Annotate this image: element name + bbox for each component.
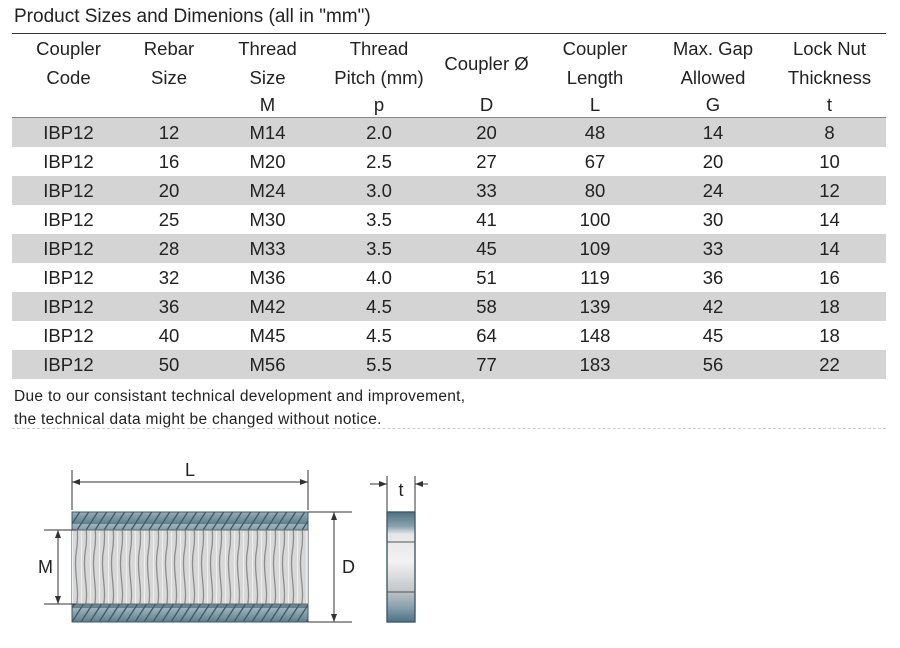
cell-rebar-size: 25 (158, 209, 180, 230)
header-coupler-code: Coupler Code (36, 38, 101, 88)
cell-coupler-length: 139 (537, 292, 653, 321)
section-divider (12, 428, 886, 429)
header-coupler-length: Coupler Length (562, 38, 628, 88)
cell-coupler-code: IBP12 (12, 292, 125, 321)
cell-coupler-code: IBP12 (43, 209, 94, 230)
cell-lock-nut-thickness: 14 (819, 209, 840, 230)
page-title: Product Sizes and Dimenions (all in "mm") (14, 6, 371, 27)
cell-coupler-diameter: 58 (436, 292, 537, 321)
cell-coupler-length: 109 (537, 234, 653, 263)
cell-coupler-diameter: 20 (436, 118, 537, 148)
cell-coupler-length: 48 (537, 118, 653, 148)
lock-nut (370, 476, 428, 622)
symbol-cell: M (259, 94, 276, 115)
cell-coupler-length: 148 (579, 325, 611, 346)
table-row (12, 176, 886, 205)
cell-coupler-code: IBP12 (12, 118, 125, 148)
cell-thread-size: M42 (213, 292, 322, 321)
cell-lock-nut-thickness: 8 (773, 118, 886, 148)
header-lock-nut-thickness: Lock Nut Thickness (787, 38, 872, 88)
header-thread-size: Thread Size (238, 38, 297, 88)
symbol-cell: G (705, 94, 721, 115)
label-diameter: D (342, 557, 355, 577)
notice-line-1: Due to our consistant technical development and improvement, (14, 388, 466, 405)
table-row (12, 147, 886, 176)
symbol-cell: L (589, 94, 601, 115)
cell-coupler-code: IBP12 (12, 234, 125, 263)
label-length: L (184, 460, 196, 480)
label-thread: M (38, 557, 53, 577)
cell-thread-size: M56 (213, 350, 322, 379)
cell-lock-nut-thickness: 18 (819, 325, 840, 346)
cell-thread-pitch: 5.5 (322, 350, 436, 379)
cell-rebar-size: 32 (158, 267, 180, 288)
thread-dimension (38, 530, 76, 604)
symbol-cell: t (826, 94, 833, 115)
table-row (12, 321, 886, 350)
header-coupler-diameter: Coupler Ø (444, 52, 529, 74)
cell-lock-nut-thickness: 14 (773, 234, 886, 263)
symbol-cell: D (479, 94, 494, 115)
cell-max-gap: 30 (702, 209, 724, 230)
cell-coupler-diameter: 45 (436, 234, 537, 263)
cell-coupler-length: 183 (537, 350, 653, 379)
coupler-body (72, 512, 308, 622)
cell-coupler-code: IBP12 (12, 350, 125, 379)
cell-coupler-length: 67 (584, 151, 606, 172)
cell-thread-size: M36 (249, 267, 286, 288)
cell-rebar-size: 40 (158, 325, 180, 346)
header-max-gap: Max. Gap Allowed (672, 38, 754, 88)
cell-max-gap: 33 (653, 234, 773, 263)
table-header-row (12, 34, 886, 93)
coupler-dimension-diagram (0, 440, 900, 648)
cell-thread-pitch: 3.0 (322, 176, 436, 205)
table-symbol-row (12, 92, 886, 118)
cell-lock-nut-thickness: 16 (819, 267, 840, 288)
cell-thread-pitch: 4.0 (366, 267, 392, 288)
cell-coupler-diameter: 27 (476, 151, 497, 172)
cell-max-gap: 56 (653, 350, 773, 379)
cell-rebar-size: 20 (125, 176, 213, 205)
cell-coupler-code: IBP12 (43, 325, 94, 346)
cell-coupler-code: IBP12 (43, 267, 94, 288)
cell-lock-nut-thickness: 12 (773, 176, 886, 205)
cell-thread-size: M45 (249, 325, 286, 346)
cell-max-gap: 14 (653, 118, 773, 148)
cell-thread-size: M20 (249, 151, 286, 172)
cell-max-gap: 42 (653, 292, 773, 321)
product-size-table (12, 33, 886, 379)
table-body (12, 118, 886, 380)
table-row (12, 118, 886, 148)
symbol-cell (125, 92, 213, 118)
table-row (12, 205, 886, 234)
label-thickness: t (398, 480, 404, 500)
cell-thread-size: M33 (213, 234, 322, 263)
table-row (12, 263, 886, 292)
cell-max-gap: 20 (702, 151, 724, 172)
cell-lock-nut-thickness: 10 (819, 151, 840, 172)
cell-thread-size: M14 (213, 118, 322, 148)
cell-max-gap: 36 (702, 267, 724, 288)
cell-rebar-size: 28 (125, 234, 213, 263)
length-dimension (72, 460, 308, 510)
table-row (12, 350, 886, 379)
cell-rebar-size: 50 (125, 350, 213, 379)
cell-rebar-size: 16 (158, 151, 180, 172)
cell-coupler-diameter: 41 (476, 209, 497, 230)
cell-thread-pitch: 3.5 (366, 209, 392, 230)
notice-line-2: the technical data might be changed without notice. (14, 411, 382, 428)
cell-rebar-size: 36 (125, 292, 213, 321)
cell-coupler-length: 100 (579, 209, 611, 230)
header-rebar-size: Rebar Size (143, 38, 195, 88)
cell-coupler-diameter: 33 (436, 176, 537, 205)
cell-thread-pitch: 4.5 (366, 325, 392, 346)
cell-thread-pitch: 4.5 (322, 292, 436, 321)
cell-thread-size: M24 (213, 176, 322, 205)
cell-lock-nut-thickness: 22 (773, 350, 886, 379)
cell-thread-pitch: 2.5 (366, 151, 392, 172)
header-thread-pitch: Thread Pitch (mm) (334, 38, 424, 88)
cell-rebar-size: 12 (125, 118, 213, 148)
cell-thread-size: M30 (249, 209, 286, 230)
table-row (12, 234, 886, 263)
symbol-cell: p (373, 94, 385, 115)
cell-coupler-diameter: 77 (436, 350, 537, 379)
cell-lock-nut-thickness: 18 (773, 292, 886, 321)
diameter-dimension (308, 512, 355, 622)
cell-coupler-length: 80 (537, 176, 653, 205)
cell-coupler-diameter: 64 (476, 325, 497, 346)
table-row (12, 292, 886, 321)
cell-thread-pitch: 3.5 (322, 234, 436, 263)
cell-coupler-length: 119 (580, 267, 610, 288)
cell-coupler-code: IBP12 (43, 151, 94, 172)
cell-coupler-code: IBP12 (12, 176, 125, 205)
cell-max-gap: 24 (653, 176, 773, 205)
symbol-cell (12, 92, 125, 118)
cell-max-gap: 45 (702, 325, 724, 346)
cell-thread-pitch: 2.0 (322, 118, 436, 148)
disclaimer-notice (14, 385, 465, 431)
cell-coupler-diameter: 51 (476, 267, 497, 288)
